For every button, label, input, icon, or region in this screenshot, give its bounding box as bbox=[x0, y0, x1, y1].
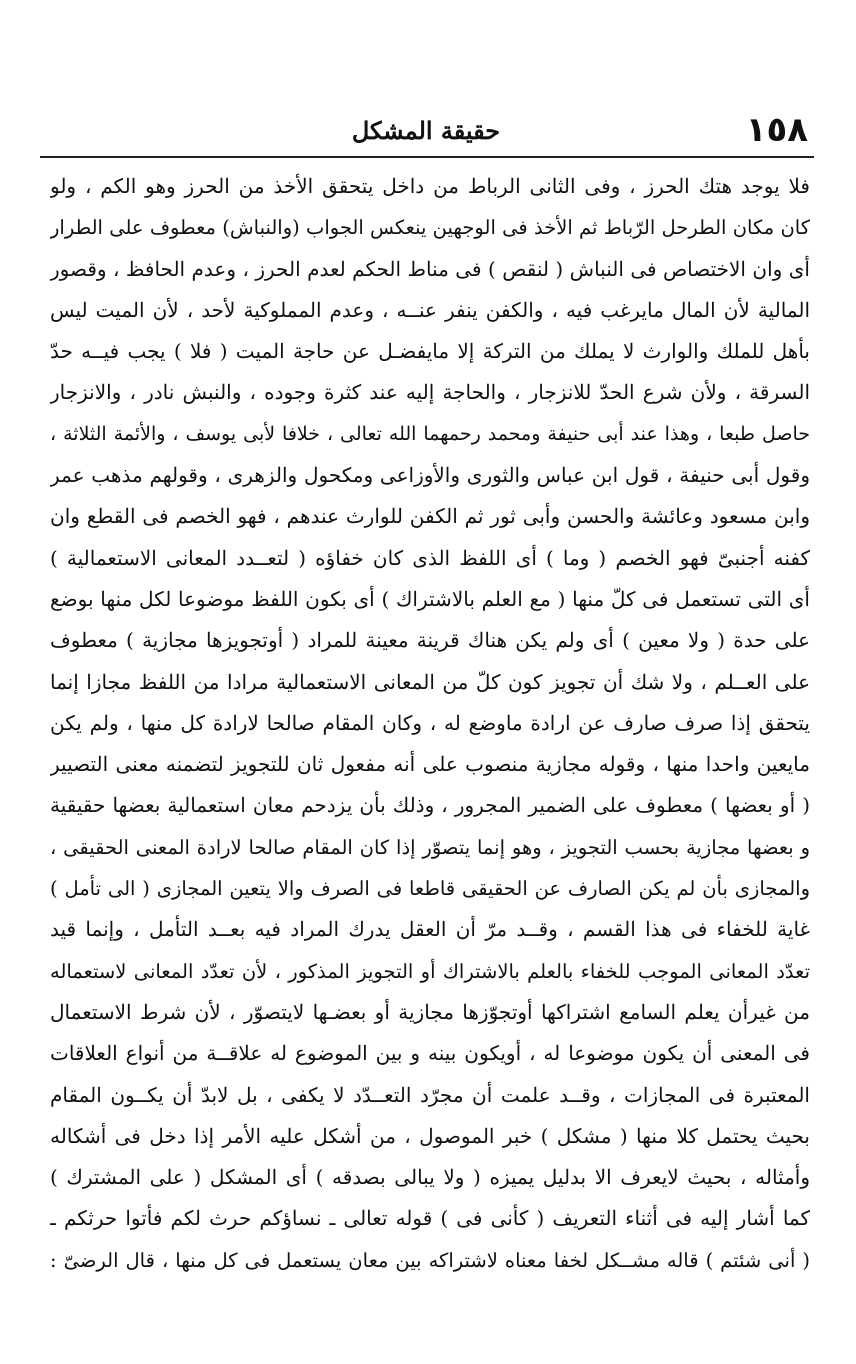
text-line: حاصل طبعا ، وهذا عند أبى حنيفة ومحمد رحمهما الله تعالى ، خلافا لأبى يوسف ، والأئمة الثلاثة ، bbox=[50, 422, 810, 445]
text-line: فى المعنى أن يكون موضوعا له ، أويكون بينه و بين الموضوع له علاقــة من أنواع العلاقات bbox=[50, 1041, 810, 1066]
text-line: كان مكان الطرحل الرّباط ثم الأخذ فى الوجهين ينعكس الجواب (والنباش) معطوف على الطرار bbox=[50, 216, 810, 240]
text-line: أى وان الاختصاص فى النباش ( لنقص ) فى مناط الحكم لعدم الحرز ، وعدم الحافظ ، وقصور bbox=[50, 256, 810, 281]
body-text bbox=[50, 166, 810, 1281]
text-line: بحيث يحتمل كلا منها ( مشكل ) خبر الموصول ، من أشكل عليه الأمر إذا دخل فى أشكاله bbox=[50, 1123, 810, 1148]
text-line: ( أنى شئتم ) قاله مشــكل لخفا معناه لاشتراكه بين معان يستعمل فى كل منها ، قال الرضىّ : bbox=[50, 1248, 810, 1272]
text-line: وأمثاله ، بحيث لايعرف الا بدليل يميزه ( ولا يبالى بصدقه ) أى المشكل ( على المشترك ) bbox=[50, 1165, 810, 1190]
text-line: على العــلم ، ولا شك أن تجويز كون كلّ من المعانى الاستعمالية مرادا من اللفظ مجازا إنما bbox=[50, 669, 810, 694]
text-line: فلا يوجد هتك الحرز ، وفى الثانى الرباط من داخل يتحقق الأخذ من الحرز وهو الكم ، ولو bbox=[50, 174, 810, 198]
running-title: حقيقة المشكل bbox=[351, 116, 501, 145]
text-line: من غيرأن يعلم السامع اشتراكها أوتجوّزها مجازية أو بعضـها لايتصوّر ، لأن شرط الاستعمال bbox=[50, 999, 810, 1024]
text-line: وابن مسعود وعائشة والحسن وأبى ثور ثم الكفن للوارث عندهم ، فهو الخصم فى القطع وان bbox=[50, 504, 810, 529]
text-line: غاية للخفاء فى هذا القسم ، وقــد مرّ أن العقل يدرك المراد فيه بعــد التأمل ، وإنما قيد bbox=[50, 917, 810, 942]
text-line: تعدّد المعانى الموجب للخفاء بالعلم بالاشتراك أو التجويز المذكور ، لأن تعدّد المعانى لاستعماله bbox=[50, 959, 810, 983]
text-line: والمجازى بأن لم يكن الصارف عن الحقيقى قاطعا فى الصرف والا يتعين المجازى ( الى تأمل ) bbox=[50, 877, 810, 901]
text-line: مايعين واحدا منها ، وقوله مجازية منصوب على أنه مفعول ثان للتجويز لتضمنه معنى التصيير bbox=[50, 752, 810, 777]
text-line: و بعضها مجازية بحسب التجويز ، وهو إنما يتصوّر إذا كان المقام صالحا لارادة المعنى الحقيقى ، bbox=[50, 835, 810, 859]
text-line: ( أو بعضها ) معطوف على الضمير المجرور ، وذلك بأن يزدحم معان استعمالية بعضها حقيقية bbox=[50, 793, 810, 818]
text-line: على حدة ( ولا معين ) أى ولم يكن هناك قرينة معينة للمراد ( أوتجويزها مجازية ) معطوف bbox=[50, 628, 810, 653]
page-header bbox=[40, 108, 812, 154]
text-line: بأهل للملك والوارث لا يملك من التركة إلا مايفضـل عن حاجة الميت ( فلا ) يجب فيــه حدّ bbox=[50, 339, 810, 364]
text-line: يتحقق إذا صرف صارف عن ارادة ماوضع له ، وكان المقام صالحا لارادة كل منها ، ولم يكن bbox=[50, 710, 810, 735]
text-line: وقول أبى حنيفة ، قول ابن عباس والثورى والأوزاعى ومكحول والزهرى ، وقولهم مذهب عمر bbox=[50, 463, 810, 488]
text-line: المعتبرة فى المجازات ، وقــد علمت أن مجرّد التعــدّد لا يكفى ، بل لابدّ أن يكــون المقام bbox=[50, 1082, 810, 1107]
text-line: كفنه أجنبىّ فهو الخصم ( وما ) أى اللفظ الذى كان خفاؤه ( لتعــدد المعانى الاستعمالية ) bbox=[50, 545, 810, 570]
text-line: كما أشار إليه فى أثناء التعريف ( كأنى فى ) قوله تعالى ـ نساؤكم حرث لكم فأتوا حرثكم ـ bbox=[50, 1206, 810, 1231]
page-number: ١٥٨ bbox=[745, 110, 808, 150]
text-line: المالية لأن المال مايرغب فيه ، والكفن ينفر عنــه ، وعدم المملوكية لأحد ، لأن الميت ليس bbox=[50, 297, 810, 322]
header-divider bbox=[40, 156, 814, 158]
text-line: أى التى تستعمل فى كلّ منها ( مع العلم بالاشتراك ) أى بكون اللفظ موضوعا لكل منها بوضع bbox=[50, 586, 810, 611]
text-line: السرقة ، ولأن شرع الحدّ للانزجار ، والحاجة إليه عند كثرة وجوده ، والنبش نادر ، والانزجار bbox=[50, 380, 810, 405]
